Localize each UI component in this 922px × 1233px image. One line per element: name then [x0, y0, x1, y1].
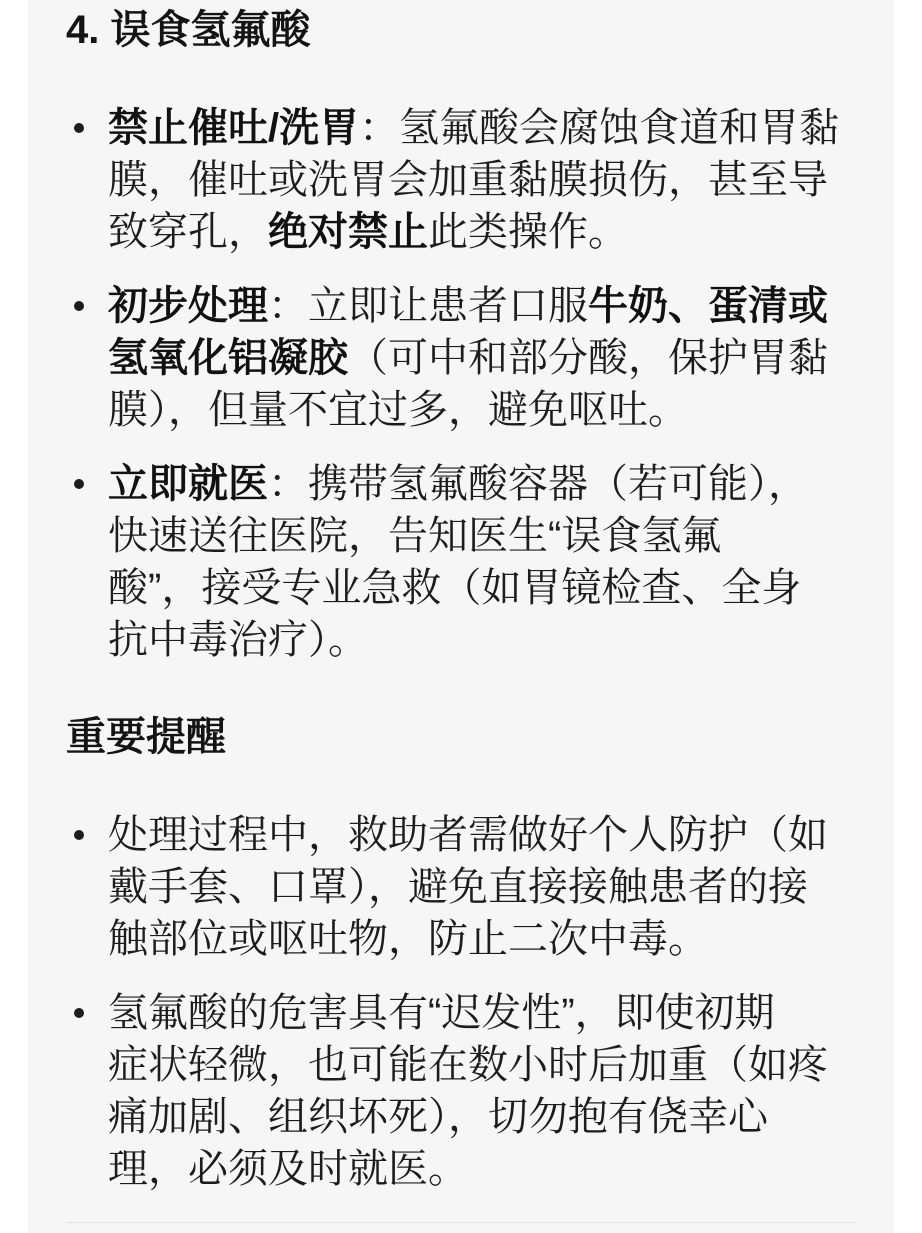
- emphasis-text: 绝对禁止: [268, 210, 428, 254]
- bold-label: 立即就医: [108, 462, 268, 506]
- item-text: ：携带氢氟酸容器（若可能），: [268, 462, 808, 506]
- text-line: [108, 384, 856, 436]
- item-text: （可中和部分酸，保护胃黏: [348, 336, 828, 380]
- item-text: ：氢氟酸会腐蚀食道和胃黏: [359, 106, 840, 150]
- bullet-item: [66, 458, 856, 666]
- bullet-item: [66, 809, 856, 965]
- section-heading: 4. 误食氢氟酸: [66, 8, 311, 52]
- bullet-item: [66, 280, 856, 436]
- section-important-reminders: [66, 711, 856, 1195]
- text-line: [108, 206, 856, 258]
- bullet-item: [66, 102, 856, 258]
- text-line: [108, 510, 856, 562]
- item-text: 此类操作。: [428, 210, 628, 254]
- bold-label: 禁止催吐/洗胃: [108, 106, 360, 150]
- item-text: 戴手套、口罩），避免直接接触患者的接: [108, 865, 808, 909]
- bullet-dot: [74, 123, 84, 133]
- text-line: [108, 1039, 856, 1091]
- item-text: 理，必须及时就医。: [108, 1147, 468, 1191]
- message-content: [66, 4, 856, 1223]
- text-line: [108, 332, 856, 384]
- text-line: [108, 913, 856, 965]
- item-text: 膜），但量不宜过多，避免呕吐。: [108, 388, 688, 432]
- text-line: [108, 861, 856, 913]
- text-line: [108, 614, 856, 666]
- emphasis-text: 氢氧化铝凝胶: [108, 336, 348, 380]
- bullet-list: [66, 809, 856, 1195]
- bullet-item: [66, 987, 856, 1195]
- item-text: 快速送往医院，告知医生“误食氢氟: [108, 514, 722, 558]
- item-text: 处理过程中，救助者需做好个人防护（如: [108, 813, 828, 857]
- emphasis-text: 牛奶、蛋清或: [588, 284, 828, 328]
- bullet-dot: [74, 830, 84, 840]
- text-line: [108, 102, 856, 154]
- item-text: 抗中毒治疗）。: [108, 618, 368, 662]
- item-text: 致穿孔，: [108, 210, 268, 254]
- bullet-list: [66, 102, 856, 666]
- bullet-dot: [74, 479, 84, 489]
- bold-label: 初步处理: [108, 284, 268, 328]
- message-panel: [28, 0, 894, 1233]
- text-line: [108, 809, 856, 861]
- text-line: [108, 1143, 856, 1195]
- item-text: 症状轻微，也可能在数小时后加重（如疼: [108, 1043, 828, 1087]
- bullet-dot: [74, 301, 84, 311]
- item-text: 膜，催吐或洗胃会加重黏膜损伤，甚至导: [108, 158, 828, 202]
- text-line: [108, 1091, 856, 1143]
- item-text: 触部位或呕吐物，防止二次中毒。: [108, 917, 708, 961]
- text-line: [108, 987, 856, 1039]
- item-text: 氢氟酸的危害具有“迟发性”，即使初期: [108, 991, 775, 1035]
- bullet-dot: [74, 1008, 84, 1018]
- text-line: [108, 458, 856, 510]
- text-line: [108, 562, 856, 614]
- text-line: [108, 154, 856, 206]
- item-text: 痛加剧、组织坏死），切勿抱有侥幸心: [108, 1095, 768, 1139]
- item-text: ：立即让患者口服: [268, 284, 588, 328]
- divider: [66, 1222, 856, 1223]
- item-text: 酸”，接受专业急救（如胃镜检查、全身: [108, 566, 802, 610]
- section-hf-ingestion: [66, 4, 856, 666]
- text-line: [108, 280, 856, 332]
- section-heading: 重要提醒: [66, 715, 226, 759]
